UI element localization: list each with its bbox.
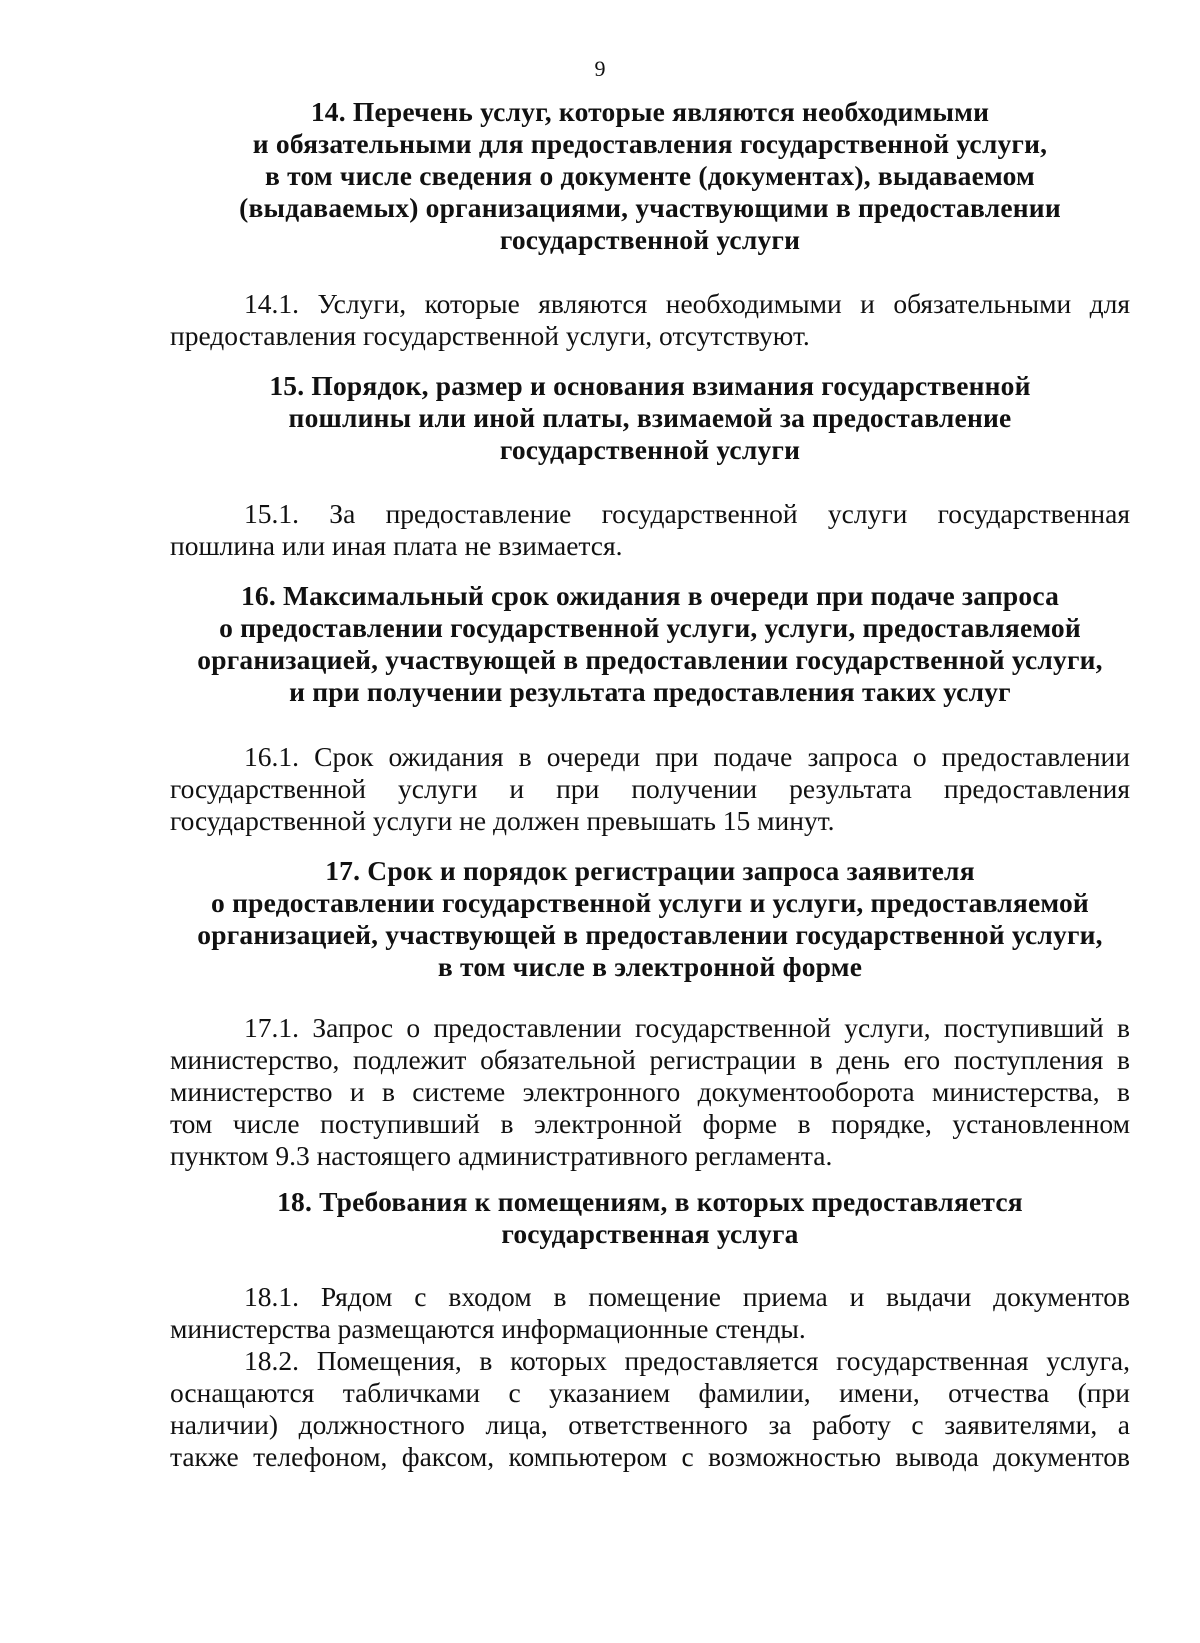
heading-line: государственная услуга	[501, 1218, 799, 1249]
paragraph-line: пунктом 9.3 настоящего административного регламента.	[170, 1140, 833, 1171]
paragraph-18-1	[170, 1281, 1130, 1345]
paragraph-line: также телефоном, факсом, компьютером с возможностью вывода документов	[170, 1441, 1130, 1472]
paragraph-line: 17.1. Запрос о предоставлении государственной услуги, поступивший в	[244, 1012, 1130, 1043]
paragraph-line: 16.1. Срок ожидания в очереди при подаче запроса о предоставлении	[244, 741, 1130, 772]
heading-line: государственной услуги	[499, 434, 801, 465]
heading-line: государственной услуги	[499, 224, 801, 255]
heading-line: о предоставлении государственной услуги, услуги, предоставляемой	[219, 612, 1081, 643]
heading-line: и при получении результата предоставления таких услуг	[289, 676, 1011, 707]
paragraph-line: министерство и в системе электронного документооборота министерства, в	[170, 1076, 1130, 1107]
heading-line: пошлины или иной платы, взимаемой за предоставление	[288, 402, 1012, 433]
heading-line: организацией, участвующей в предоставлении государственной услуги,	[197, 919, 1103, 950]
section-heading-16	[170, 580, 1130, 708]
paragraph-line: государственной услуги и при получении результата предоставления	[170, 773, 1130, 804]
paragraph-line: оснащаются табличками с указанием фамилии, имени, отчества (при	[170, 1377, 1130, 1408]
paragraph-line: 14.1. Услуги, которые являются необходимыми и обязательными для	[244, 288, 1130, 319]
heading-line: организацией, участвующей в предоставлении государственной услуги,	[197, 644, 1103, 675]
heading-line: о предоставлении государственной услуги и услуги, предоставляемой	[211, 887, 1089, 918]
heading-line: 14. Перечень услуг, которые являются необходимыми	[310, 96, 990, 127]
paragraph-line: том числе поступивший в электронной форме в порядке, установленном	[170, 1108, 1130, 1139]
heading-line: 18. Требования к помещениям, в которых предоставляется	[277, 1186, 1023, 1217]
paragraph-14-1	[170, 288, 1130, 352]
paragraph-18-2	[170, 1345, 1130, 1473]
page-number: 9	[594, 56, 606, 81]
heading-line: (выдаваемых) организациями, участвующими в предоставлении	[239, 192, 1061, 223]
heading-line: 15. Порядок, размер и основания взимания государственной	[269, 370, 1031, 401]
paragraph-line: наличии) должностного лица, ответственного за работу с заявителями, а	[170, 1409, 1130, 1440]
paragraph-line: 18.1. Рядом с входом в помещение приема и выдачи документов	[244, 1281, 1130, 1312]
paragraph-line: 15.1. За предоставление государственной услуги государственная	[244, 498, 1130, 529]
paragraph-line: предоставления государственной услуги, отсутствуют.	[170, 320, 810, 351]
paragraph-line: государственной услуги не должен превышать 15 минут.	[170, 805, 835, 836]
heading-line: 17. Срок и порядок регистрации запроса заявителя	[325, 855, 975, 886]
paragraph-line: 18.2. Помещения, в которых предоставляется государственная услуга,	[244, 1345, 1130, 1376]
section-heading-17	[170, 855, 1130, 983]
paragraph-line: министерство, подлежит обязательной регистрации в день его поступления в	[170, 1044, 1130, 1075]
heading-line: и обязательными для предоставления государственной услуги,	[252, 128, 1048, 159]
heading-line: 16. Максимальный срок ожидания в очереди при подаче запроса	[240, 580, 1060, 611]
heading-line: в том числе в электронной форме	[437, 951, 863, 982]
paragraph-15-1	[170, 498, 1130, 562]
section-heading-15	[170, 370, 1130, 466]
paragraph-16-1	[170, 741, 1130, 837]
paragraph-line: министерства размещаются информационные стенды.	[170, 1313, 806, 1344]
heading-line: в том числе сведения о документе (документах), выдаваемом	[265, 160, 1035, 191]
paragraph-line: пошлина или иная плата не взимается.	[170, 530, 623, 561]
section-heading-18	[170, 1186, 1130, 1250]
section-heading-14	[170, 96, 1130, 256]
paragraph-17-1	[170, 1012, 1130, 1172]
